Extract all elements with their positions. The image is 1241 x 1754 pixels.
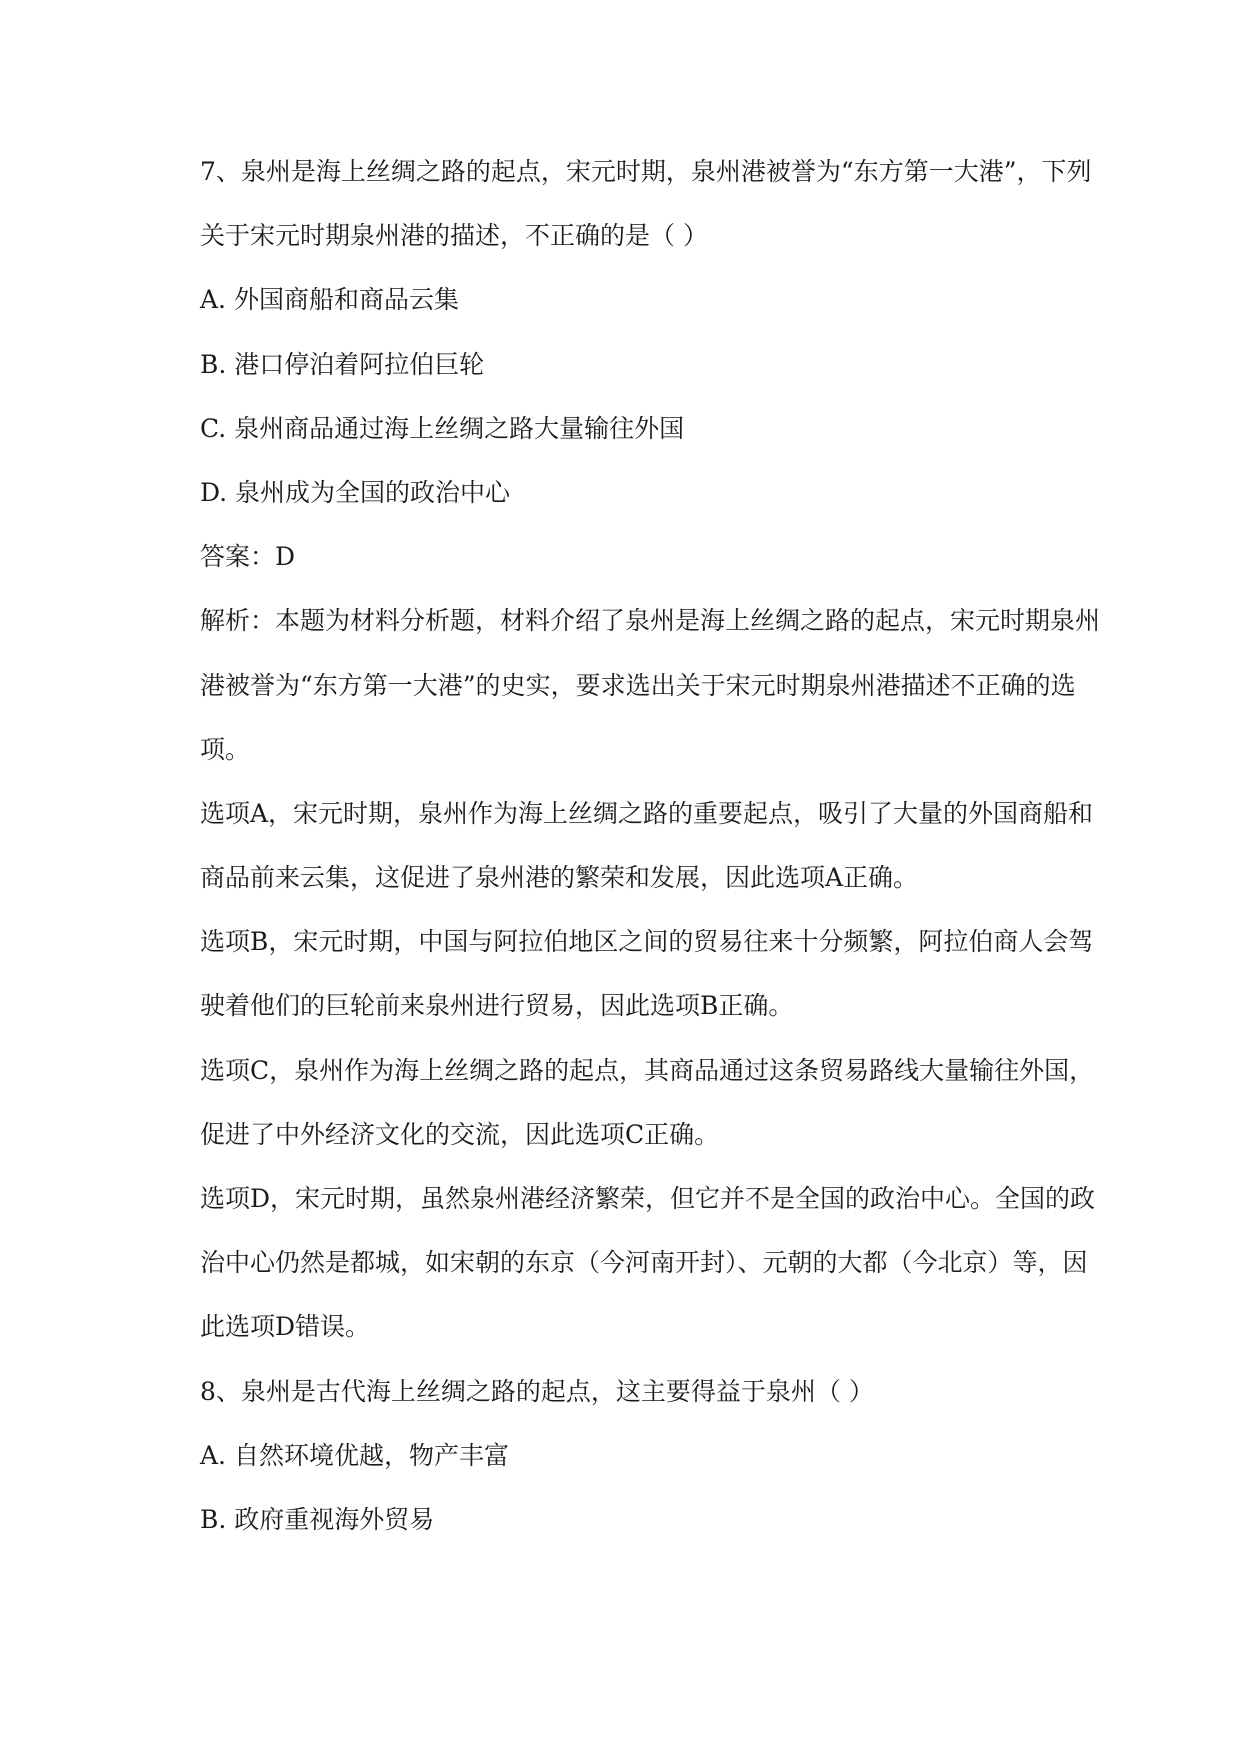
analysis-line-3: 项。 — [200, 734, 251, 764]
analysis-option-a-line-1: 选项A，宋元时期，泉州作为海上丝绸之路的重要起点，吸引了大量的外国商船和 — [200, 798, 1094, 828]
question-7-option-d: D. 泉州成为全国的政治中心 — [200, 477, 511, 507]
question-8-stem: 8、泉州是古代海上丝绸之路的起点，这主要得益于泉州（ ） — [200, 1376, 874, 1406]
analysis-option-b-line-2: 驶着他们的巨轮前来泉州进行贸易，因此选项B正确。 — [200, 991, 794, 1021]
analysis-option-d-line-2: 治中心仍然是都城，如宋朝的东京（今河南开封）、元朝的大都（今北京）等，因 — [200, 1248, 1088, 1278]
document-body — [200, 140, 1100, 1552]
analysis-option-a-line-2: 商品前来云集，这促进了泉州港的繁荣和发展，因此选项A正确。 — [200, 863, 919, 893]
question-7-stem-line-2: 关于宋元时期泉州港的描述，不正确的是（ ） — [200, 221, 708, 251]
question-7-option-a: A. 外国商船和商品云集 — [200, 285, 459, 315]
analysis-line-1: 解析：本题为材料分析题，材料介绍了泉州是海上丝绸之路的起点，宋元时期泉州 — [200, 606, 1101, 636]
analysis-option-c-line-2: 促进了中外经济文化的交流，因此选项C正确。 — [200, 1119, 720, 1149]
question-7-stem-line-1: 7、泉州是海上丝绸之路的起点，宋元时期，泉州港被誉为“东方第一大港”，下列 — [200, 157, 1092, 186]
analysis-line-2: 港被誉为“东方第一大港”的史实，要求选出关于宋元时期泉州港描述不正确的选 — [200, 670, 1076, 700]
analysis-option-d-line-1: 选项D，宋元时期，虽然泉州港经济繁荣，但它并不是全国的政治中心。全国的政 — [200, 1184, 1096, 1213]
analysis-option-c-line-1: 选项C，泉州作为海上丝绸之路的起点，其商品通过这条贸易路线大量输往外国， — [200, 1055, 1095, 1085]
question-8-option-b: B. 政府重视海外贸易 — [200, 1504, 435, 1534]
question-7-answer: 答案：D — [200, 542, 296, 572]
question-7-option-c: C. 泉州商品通过海上丝绸之路大量输往外国 — [200, 413, 685, 443]
question-8-option-a: A. 自然环境优越，物产丰富 — [200, 1440, 509, 1470]
analysis-option-b-line-1: 选项B，宋元时期，中国与阿拉伯地区之间的贸易往来十分频繁，阿拉伯商人会驾 — [200, 927, 1094, 957]
question-7-option-b: B. 港口停泊着阿拉伯巨轮 — [200, 349, 485, 379]
analysis-option-d-line-3: 此选项D错误。 — [200, 1312, 371, 1342]
